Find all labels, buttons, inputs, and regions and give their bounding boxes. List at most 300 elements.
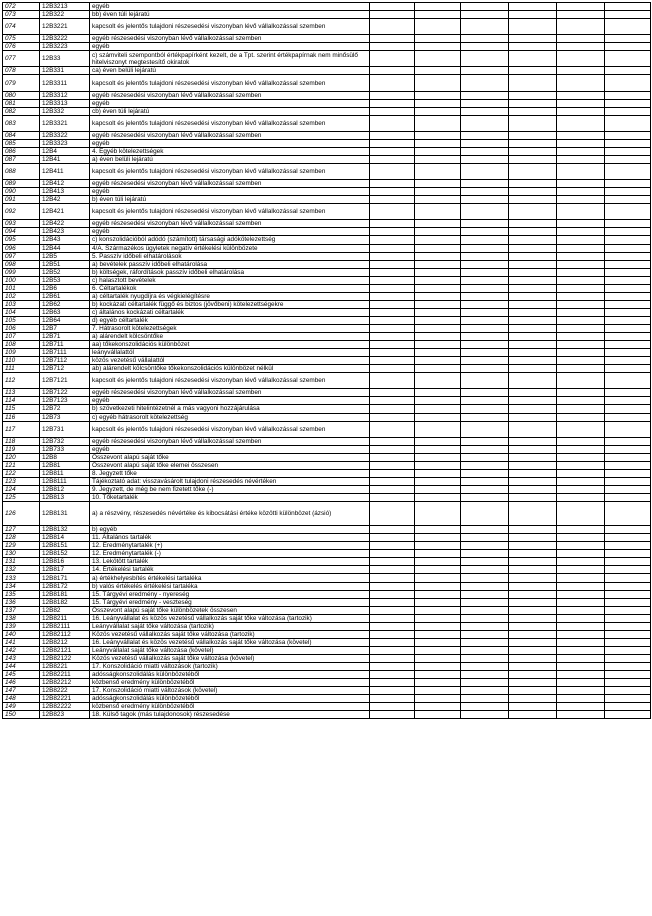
value-cell [605, 646, 651, 654]
row-description: 18. Külső tagok (más tulajdonosok) részesedése [90, 711, 370, 719]
row-code: 12B82211 [40, 671, 90, 679]
row-description: egyéb [90, 228, 370, 236]
value-cell [415, 687, 461, 695]
row-description: egyéb [90, 99, 370, 107]
value-cell [557, 75, 605, 91]
value-cell [370, 308, 415, 316]
row-number: 136 [3, 598, 40, 606]
row-description: 12. Eredménytartalék (+) [90, 542, 370, 550]
value-cell [557, 35, 605, 43]
table-row [3, 389, 651, 397]
value-cell [509, 654, 557, 662]
value-cell [415, 695, 461, 703]
value-cell [461, 188, 509, 196]
value-cell [605, 389, 651, 397]
value-cell [370, 244, 415, 252]
row-code: 12B733 [40, 445, 90, 453]
row-description: b) költségek, ráfordítások passzív időbeli elhatárolása [90, 268, 370, 276]
table-row [3, 131, 651, 139]
value-cell [557, 502, 605, 526]
value-cell [415, 139, 461, 147]
value-cell [370, 107, 415, 115]
table-row [3, 695, 651, 703]
table-row [3, 19, 651, 35]
row-number: 135 [3, 590, 40, 598]
value-cell [509, 131, 557, 139]
row-number: 148 [3, 695, 40, 703]
value-cell [415, 421, 461, 437]
value-cell [509, 284, 557, 292]
value-cell [415, 373, 461, 389]
value-cell [509, 477, 557, 485]
row-number: 073 [3, 11, 40, 19]
value-cell [509, 139, 557, 147]
value-cell [557, 164, 605, 180]
value-cell [557, 445, 605, 453]
value-cell [370, 228, 415, 236]
table-row [3, 164, 651, 180]
table-row [3, 671, 651, 679]
table-row [3, 316, 651, 324]
value-cell [557, 630, 605, 638]
row-number: 090 [3, 188, 40, 196]
value-cell [370, 654, 415, 662]
row-code: 12B3321 [40, 115, 90, 131]
value-cell [461, 91, 509, 99]
value-cell [461, 453, 509, 461]
row-description: egyéb részesedési viszonyban lévő vállalkozással szemben [90, 180, 370, 188]
value-cell [370, 276, 415, 284]
value-cell [370, 284, 415, 292]
value-cell [370, 131, 415, 139]
value-cell [605, 164, 651, 180]
value-cell [415, 220, 461, 228]
table-row [3, 606, 651, 614]
row-description: közös vezetésű vállalattól [90, 357, 370, 365]
row-number: 139 [3, 622, 40, 630]
value-cell [461, 99, 509, 107]
row-description: 6. Céltartalékok [90, 284, 370, 292]
value-cell [605, 445, 651, 453]
value-cell [605, 115, 651, 131]
row-description: b) éven túli lejáratú [90, 196, 370, 204]
row-description: Összevont alapú saját tőke különbözetek összesen [90, 606, 370, 614]
value-cell [605, 405, 651, 413]
table-row [3, 421, 651, 437]
row-description: egyéb [90, 188, 370, 196]
value-cell [557, 91, 605, 99]
value-cell [461, 445, 509, 453]
value-cell [370, 711, 415, 719]
value-cell [461, 67, 509, 75]
value-cell [415, 333, 461, 341]
value-cell [461, 397, 509, 405]
value-cell [557, 324, 605, 332]
row-description: egyéb [90, 3, 370, 11]
row-description: közbenső eredmény különbözetéből [90, 679, 370, 687]
row-code: 12B422 [40, 220, 90, 228]
value-cell [557, 526, 605, 534]
table-row [3, 155, 651, 163]
row-number: 149 [3, 703, 40, 711]
value-cell [557, 11, 605, 19]
row-number: 083 [3, 115, 40, 131]
table-row [3, 228, 651, 236]
row-code: 12B3311 [40, 75, 90, 91]
value-cell [557, 228, 605, 236]
value-cell [415, 566, 461, 574]
row-code: 12B3223 [40, 43, 90, 51]
value-cell [557, 437, 605, 445]
value-cell [557, 598, 605, 606]
row-code: 12B61 [40, 292, 90, 300]
value-cell [509, 590, 557, 598]
value-cell [509, 558, 557, 566]
row-description: egyéb részesedési viszonyban lévő vállalkozással szemben [90, 389, 370, 397]
value-cell [605, 703, 651, 711]
row-number: 116 [3, 413, 40, 421]
value-cell [415, 349, 461, 357]
value-cell [605, 67, 651, 75]
value-cell [605, 654, 651, 662]
value-cell [605, 316, 651, 324]
value-cell [370, 155, 415, 163]
value-cell [557, 582, 605, 590]
row-number: 126 [3, 502, 40, 526]
row-code: 12B8171 [40, 574, 90, 582]
value-cell [509, 405, 557, 413]
table-row [3, 91, 651, 99]
row-code: 12B3222 [40, 35, 90, 43]
value-cell [557, 220, 605, 228]
row-number: 110 [3, 357, 40, 365]
table-row [3, 453, 651, 461]
row-description: egyéb részesedési viszonyban lévő vállalkozással szemben [90, 91, 370, 99]
row-description: 16. Leányvállalat és közös vezetésű vállalkozás saját tőke változása (követel) [90, 638, 370, 646]
row-code: 12B732 [40, 437, 90, 445]
row-code: 12B8131 [40, 502, 90, 526]
row-number: 140 [3, 630, 40, 638]
value-cell [415, 542, 461, 550]
value-cell [605, 558, 651, 566]
row-description: egyéb részesedési viszonyban lévő vállalkozással szemben [90, 437, 370, 445]
value-cell [415, 654, 461, 662]
value-cell [605, 268, 651, 276]
row-description: 12. Eredménytartalék (-) [90, 550, 370, 558]
row-code: 12B8222 [40, 687, 90, 695]
value-cell [605, 155, 651, 163]
row-description: c) számviteli szempontból értékpapírként kezelt, de a Tpt. szerint értékpapírnak nem minősülő hitelviszonyt megtestesítő okiratok [90, 51, 370, 67]
value-cell [509, 180, 557, 188]
value-cell [605, 614, 651, 622]
value-cell [605, 276, 651, 284]
value-cell [370, 3, 415, 11]
row-description: leányvállalattól [90, 349, 370, 357]
row-code: 12B411 [40, 164, 90, 180]
row-number: 108 [3, 341, 40, 349]
value-cell [370, 180, 415, 188]
value-cell [415, 268, 461, 276]
value-cell [605, 99, 651, 107]
table-row [3, 365, 651, 373]
value-cell [509, 671, 557, 679]
value-cell [509, 333, 557, 341]
value-cell [461, 139, 509, 147]
row-number: 131 [3, 558, 40, 566]
row-description: Közös vezetésű vállalkozás saját tőke változása (követel) [90, 654, 370, 662]
row-number: 104 [3, 308, 40, 316]
table-row [3, 397, 651, 405]
table-row [3, 614, 651, 622]
table-row [3, 99, 651, 107]
value-cell [415, 405, 461, 413]
value-cell [461, 534, 509, 542]
value-cell [370, 638, 415, 646]
value-cell [370, 75, 415, 91]
value-cell [605, 687, 651, 695]
value-cell [509, 638, 557, 646]
row-description: Közös vezetésű vállalkozás saját tőke változása (tartozik) [90, 630, 370, 638]
value-cell [557, 679, 605, 687]
table-row [3, 196, 651, 204]
value-cell [370, 236, 415, 244]
row-number: 147 [3, 687, 40, 695]
value-cell [557, 671, 605, 679]
value-cell [509, 582, 557, 590]
value-cell [370, 35, 415, 43]
table-row [3, 236, 651, 244]
value-cell [509, 469, 557, 477]
row-number: 097 [3, 252, 40, 260]
value-cell [509, 614, 557, 622]
row-description: kapcsolt és jelentős tulajdoni részesedési viszonyban lévő vállalkozással szemben [90, 75, 370, 91]
row-number: 095 [3, 236, 40, 244]
table-row [3, 550, 651, 558]
value-cell [415, 276, 461, 284]
value-cell [557, 461, 605, 469]
value-cell [509, 147, 557, 155]
value-cell [557, 373, 605, 389]
row-code: 12B71 [40, 333, 90, 341]
value-cell [461, 284, 509, 292]
value-cell [415, 622, 461, 630]
table-row [3, 75, 651, 91]
row-code: 12B53 [40, 276, 90, 284]
value-cell [509, 542, 557, 550]
value-cell [605, 324, 651, 332]
value-cell [605, 107, 651, 115]
value-cell [509, 703, 557, 711]
table-row [3, 622, 651, 630]
value-cell [370, 695, 415, 703]
row-description: kapcsolt és jelentős tulajdoni részesedési viszonyban lévő vállalkozással szemben [90, 204, 370, 220]
value-cell [557, 413, 605, 421]
value-cell [370, 43, 415, 51]
value-cell [509, 292, 557, 300]
row-number: 121 [3, 461, 40, 469]
value-cell [461, 654, 509, 662]
row-description: 4/A. Származékos ügyletek negatív értékelési különbözete [90, 244, 370, 252]
value-cell [605, 333, 651, 341]
value-cell [415, 11, 461, 19]
table-row [3, 534, 651, 542]
row-number: 082 [3, 107, 40, 115]
value-cell [415, 308, 461, 316]
row-number: 107 [3, 333, 40, 341]
row-description: c) általános kockázati céltartalék [90, 308, 370, 316]
row-code: 12B8182 [40, 598, 90, 606]
value-cell [370, 147, 415, 155]
value-cell [461, 574, 509, 582]
value-cell [509, 236, 557, 244]
value-cell [605, 11, 651, 19]
value-cell [509, 35, 557, 43]
value-cell [370, 421, 415, 437]
row-code: 12B82222 [40, 703, 90, 711]
value-cell [461, 11, 509, 19]
value-cell [557, 180, 605, 188]
value-cell [370, 477, 415, 485]
table-row [3, 188, 651, 196]
row-code: 12B8132 [40, 526, 90, 534]
row-code: 12B4 [40, 147, 90, 155]
value-cell [509, 365, 557, 373]
value-cell [605, 453, 651, 461]
row-code: 12B8172 [40, 582, 90, 590]
value-cell [605, 292, 651, 300]
value-cell [605, 91, 651, 99]
value-cell [415, 477, 461, 485]
row-description: ca) éven belüli lejáratú [90, 67, 370, 75]
value-cell [557, 139, 605, 147]
table-row [3, 703, 651, 711]
row-description: Összevont alapú saját tőke elemei összesen [90, 461, 370, 469]
value-cell [461, 590, 509, 598]
value-cell [605, 493, 651, 501]
value-cell [461, 679, 509, 687]
value-cell [557, 67, 605, 75]
table-row [3, 711, 651, 719]
value-cell [557, 421, 605, 437]
value-cell [557, 308, 605, 316]
value-cell [415, 115, 461, 131]
table-row [3, 654, 651, 662]
value-cell [461, 461, 509, 469]
value-cell [605, 147, 651, 155]
row-code: 12B8211 [40, 614, 90, 622]
value-cell [509, 260, 557, 268]
value-cell [461, 614, 509, 622]
row-description: egyéb részesedési viszonyban lévő vállalkozással szemben [90, 35, 370, 43]
table-row [3, 542, 651, 550]
row-number: 102 [3, 292, 40, 300]
row-number: 088 [3, 164, 40, 180]
table-row [3, 67, 651, 75]
row-description: egyéb részesedési viszonyban lévő vállalkozással szemben [90, 131, 370, 139]
value-cell [557, 131, 605, 139]
value-cell [605, 131, 651, 139]
value-cell [370, 614, 415, 622]
row-description: a) bevételek passzív időbeli elhatárolása [90, 260, 370, 268]
row-description: aa) tőkekonszolidációs különbözet [90, 341, 370, 349]
row-code: 12B5 [40, 252, 90, 260]
row-code: 12B3323 [40, 139, 90, 147]
row-number: 098 [3, 260, 40, 268]
value-cell [557, 542, 605, 550]
value-cell [370, 493, 415, 501]
value-cell [509, 51, 557, 67]
value-cell [415, 703, 461, 711]
value-cell [461, 228, 509, 236]
value-cell [370, 365, 415, 373]
value-cell [509, 566, 557, 574]
value-cell [509, 373, 557, 389]
value-cell [370, 590, 415, 598]
value-cell [605, 566, 651, 574]
row-code: 12B8 [40, 453, 90, 461]
row-number: 130 [3, 550, 40, 558]
value-cell [415, 252, 461, 260]
value-cell [461, 333, 509, 341]
value-cell [370, 268, 415, 276]
value-cell [461, 324, 509, 332]
value-cell [370, 405, 415, 413]
value-cell [370, 292, 415, 300]
row-description: közbenső eredmény különbözetéből [90, 703, 370, 711]
value-cell [509, 606, 557, 614]
row-number: 076 [3, 43, 40, 51]
value-cell [461, 373, 509, 389]
value-cell [461, 413, 509, 421]
table-row [3, 461, 651, 469]
value-cell [557, 558, 605, 566]
value-cell [509, 437, 557, 445]
value-cell [557, 550, 605, 558]
value-cell [557, 703, 605, 711]
value-cell [605, 300, 651, 308]
row-number: 117 [3, 421, 40, 437]
value-cell [370, 260, 415, 268]
value-cell [415, 19, 461, 35]
value-cell [509, 663, 557, 671]
value-cell [415, 590, 461, 598]
value-cell [370, 99, 415, 107]
value-cell [557, 606, 605, 614]
row-number: 138 [3, 614, 40, 622]
value-cell [557, 3, 605, 11]
row-code: 12B64 [40, 316, 90, 324]
row-number: 101 [3, 284, 40, 292]
value-cell [370, 445, 415, 453]
row-number: 099 [3, 268, 40, 276]
row-code: 12B823 [40, 711, 90, 719]
table-row [3, 679, 651, 687]
row-number: 105 [3, 316, 40, 324]
value-cell [605, 582, 651, 590]
row-code: 12B33 [40, 51, 90, 67]
row-description: 10. Tőketartalék [90, 493, 370, 501]
value-cell [509, 3, 557, 11]
value-cell [461, 365, 509, 373]
row-number: 078 [3, 67, 40, 75]
table-row [3, 574, 651, 582]
value-cell [557, 43, 605, 51]
row-code: 12B8221 [40, 663, 90, 671]
value-cell [461, 469, 509, 477]
value-cell [461, 695, 509, 703]
value-cell [415, 164, 461, 180]
table-body [3, 3, 651, 719]
